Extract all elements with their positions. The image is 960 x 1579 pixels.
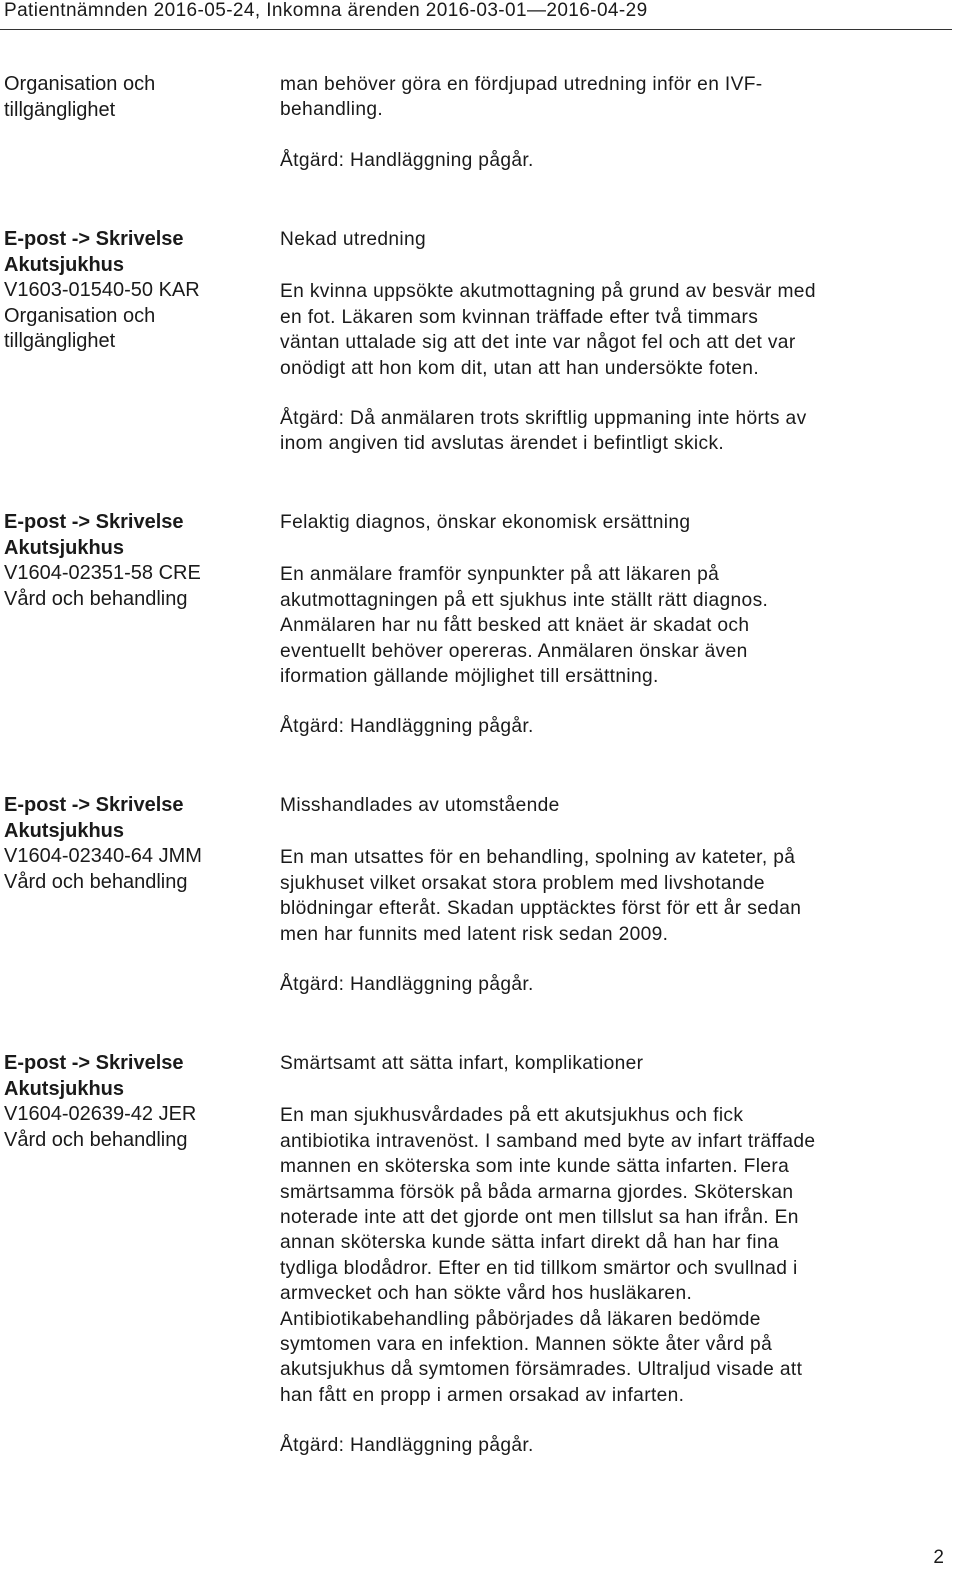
case-body-line: symtomen vara en infektion. Mannen sökte åter vård på [280, 1334, 773, 1356]
case-unit: Akutsjukhus [4, 819, 125, 842]
case-body-line: blödningar efteråt. Skadan upptäcktes först för ett år sedan [280, 898, 802, 920]
case-category: Organisation och [4, 73, 156, 95]
case-body-line: En man sjukhusvårdades på ett akutsjukhus och fick [280, 1105, 744, 1127]
case-body-line: eventuellt behöver opereras. Anmälaren önskar även [280, 640, 748, 662]
case-content [280, 72, 940, 173]
case-action-cont: inom angiven tid avslutas ärendet i befintligt skick. [280, 433, 725, 455]
case-title: Felaktig diagnos, önskar ekonomisk ersättning [280, 512, 691, 533]
case-body-line: väntan uttalade sig att det inte var något fel och att det var [280, 332, 796, 354]
case-id: V1604-02351-58 CRE [4, 562, 201, 584]
page-header [0, 0, 952, 30]
case-id: V1604-02639-42 JER [4, 1103, 197, 1125]
case-meta [4, 510, 264, 612]
case-action: Åtgärd: Handläggning pågår. [280, 716, 534, 738]
case-id: V1603-01540-50 KAR [4, 279, 200, 301]
case-body-line: En anmälare framför synpunkter på att läkaren på [280, 564, 720, 586]
case-body-line: en fot. Läkaren som kvinnan träffade efter två timmars [280, 306, 759, 328]
case-content [280, 227, 940, 457]
case-body-line: En kvinna uppsökte akutmottagning på grund av besvär med [280, 281, 816, 303]
case-body-line: noterade inte att det gjorde ont men tillslut sa han ifrån. En [280, 1207, 799, 1229]
case-id: V1604-02340-64 JMM [4, 845, 202, 867]
case-action: Åtgärd: Handläggning pågår. [280, 1435, 534, 1457]
page-number: 2 [933, 1547, 944, 1568]
case-body-line: sjukhuset vilket orsakat stora problem med livshotande [280, 872, 765, 894]
case-category: Vård och behandling [4, 587, 188, 610]
case-channel: E-post -> Skrivelse [4, 1052, 184, 1074]
case-meta [4, 1051, 264, 1153]
case-category: Vård och behandling [4, 1128, 188, 1151]
case-action: Åtgärd: Handläggning pågår. [280, 149, 534, 171]
case-body-line: han fått en propp i armen orsakad av infarten. [280, 1384, 685, 1406]
case-meta [4, 227, 264, 355]
case-body-line: onödigt att hon kom dit, utan att han undersökte foten. [280, 357, 759, 379]
case-body-line: akutmottagningen på ett sjukhus inte ställt rätt diagnos. [280, 589, 769, 611]
case-content [280, 510, 940, 740]
case-category: Vård och behandling [4, 870, 188, 893]
case-action: Åtgärd: Handläggning pågår. [280, 974, 534, 996]
case-body-line: tydliga blodådror. Efter en tid tillkom smärtor och svullnad i [280, 1257, 798, 1279]
case-title: Misshandlades av utomstående [280, 795, 560, 816]
case-meta [4, 793, 264, 895]
case-body-line: Antibiotikabehandling påbörjades då läkaren bedömde [280, 1308, 761, 1330]
case-category: Organisation och [4, 304, 156, 327]
case-action: Åtgärd: Då anmälaren trots skriftlig uppmaning inte hörts av [280, 408, 807, 430]
case-channel: E-post -> Skrivelse [4, 511, 184, 533]
case-body-line: iformation gällande möjlighet till ersättning. [280, 666, 659, 688]
case-body-line: armvecket och han sökte vård hos husläkaren. [280, 1283, 693, 1305]
case-body-line: man behöver göra en fördjupad utredning inför en IVF- [280, 74, 763, 95]
case-body-line: behandling. [280, 99, 384, 121]
case-title: Smärtsamt att sätta infart, komplikationer [280, 1053, 644, 1074]
header-title: Patientnämnden 2016-05-24, Inkomna ärenden 2016-03-01—2016-04-29 [4, 0, 648, 21]
case-body-line: antibiotika intravenöst. I samband med byte av infart träffade [280, 1130, 816, 1152]
case-content [280, 793, 940, 997]
case-content [280, 1051, 940, 1459]
case-body-line: annan sköterska kunde sätta infart direkt då han har fina [280, 1232, 779, 1254]
case-title: Nekad utredning [280, 229, 427, 250]
case-body-line: En man utsattes för en behandling, spolning av kateter, på [280, 847, 796, 869]
case-unit: Akutsjukhus [4, 536, 125, 559]
case-body-line: mannen en sköterska som inte kunde sätta infarten. Flera [280, 1156, 790, 1178]
case-body-line: smärtsamma försök på båda armarna gjordes. Sköterskan [280, 1181, 794, 1203]
case-body-line: akutsjukhus då symtomen försämrades. Ultraljud visade att [280, 1359, 803, 1381]
case-body-line: Anmälaren har nu fått besked att knäet är skadat och [280, 615, 750, 637]
case-channel: E-post -> Skrivelse [4, 228, 184, 250]
case-unit: Akutsjukhus [4, 253, 125, 276]
case-category-cont: tillgänglighet [4, 330, 116, 352]
case-body-line: men har funnits med latent risk sedan 2009. [280, 923, 669, 945]
case-category-cont: tillgänglighet [4, 98, 116, 121]
case-meta [4, 72, 264, 123]
case-unit: Akutsjukhus [4, 1077, 125, 1100]
case-channel: E-post -> Skrivelse [4, 794, 184, 816]
